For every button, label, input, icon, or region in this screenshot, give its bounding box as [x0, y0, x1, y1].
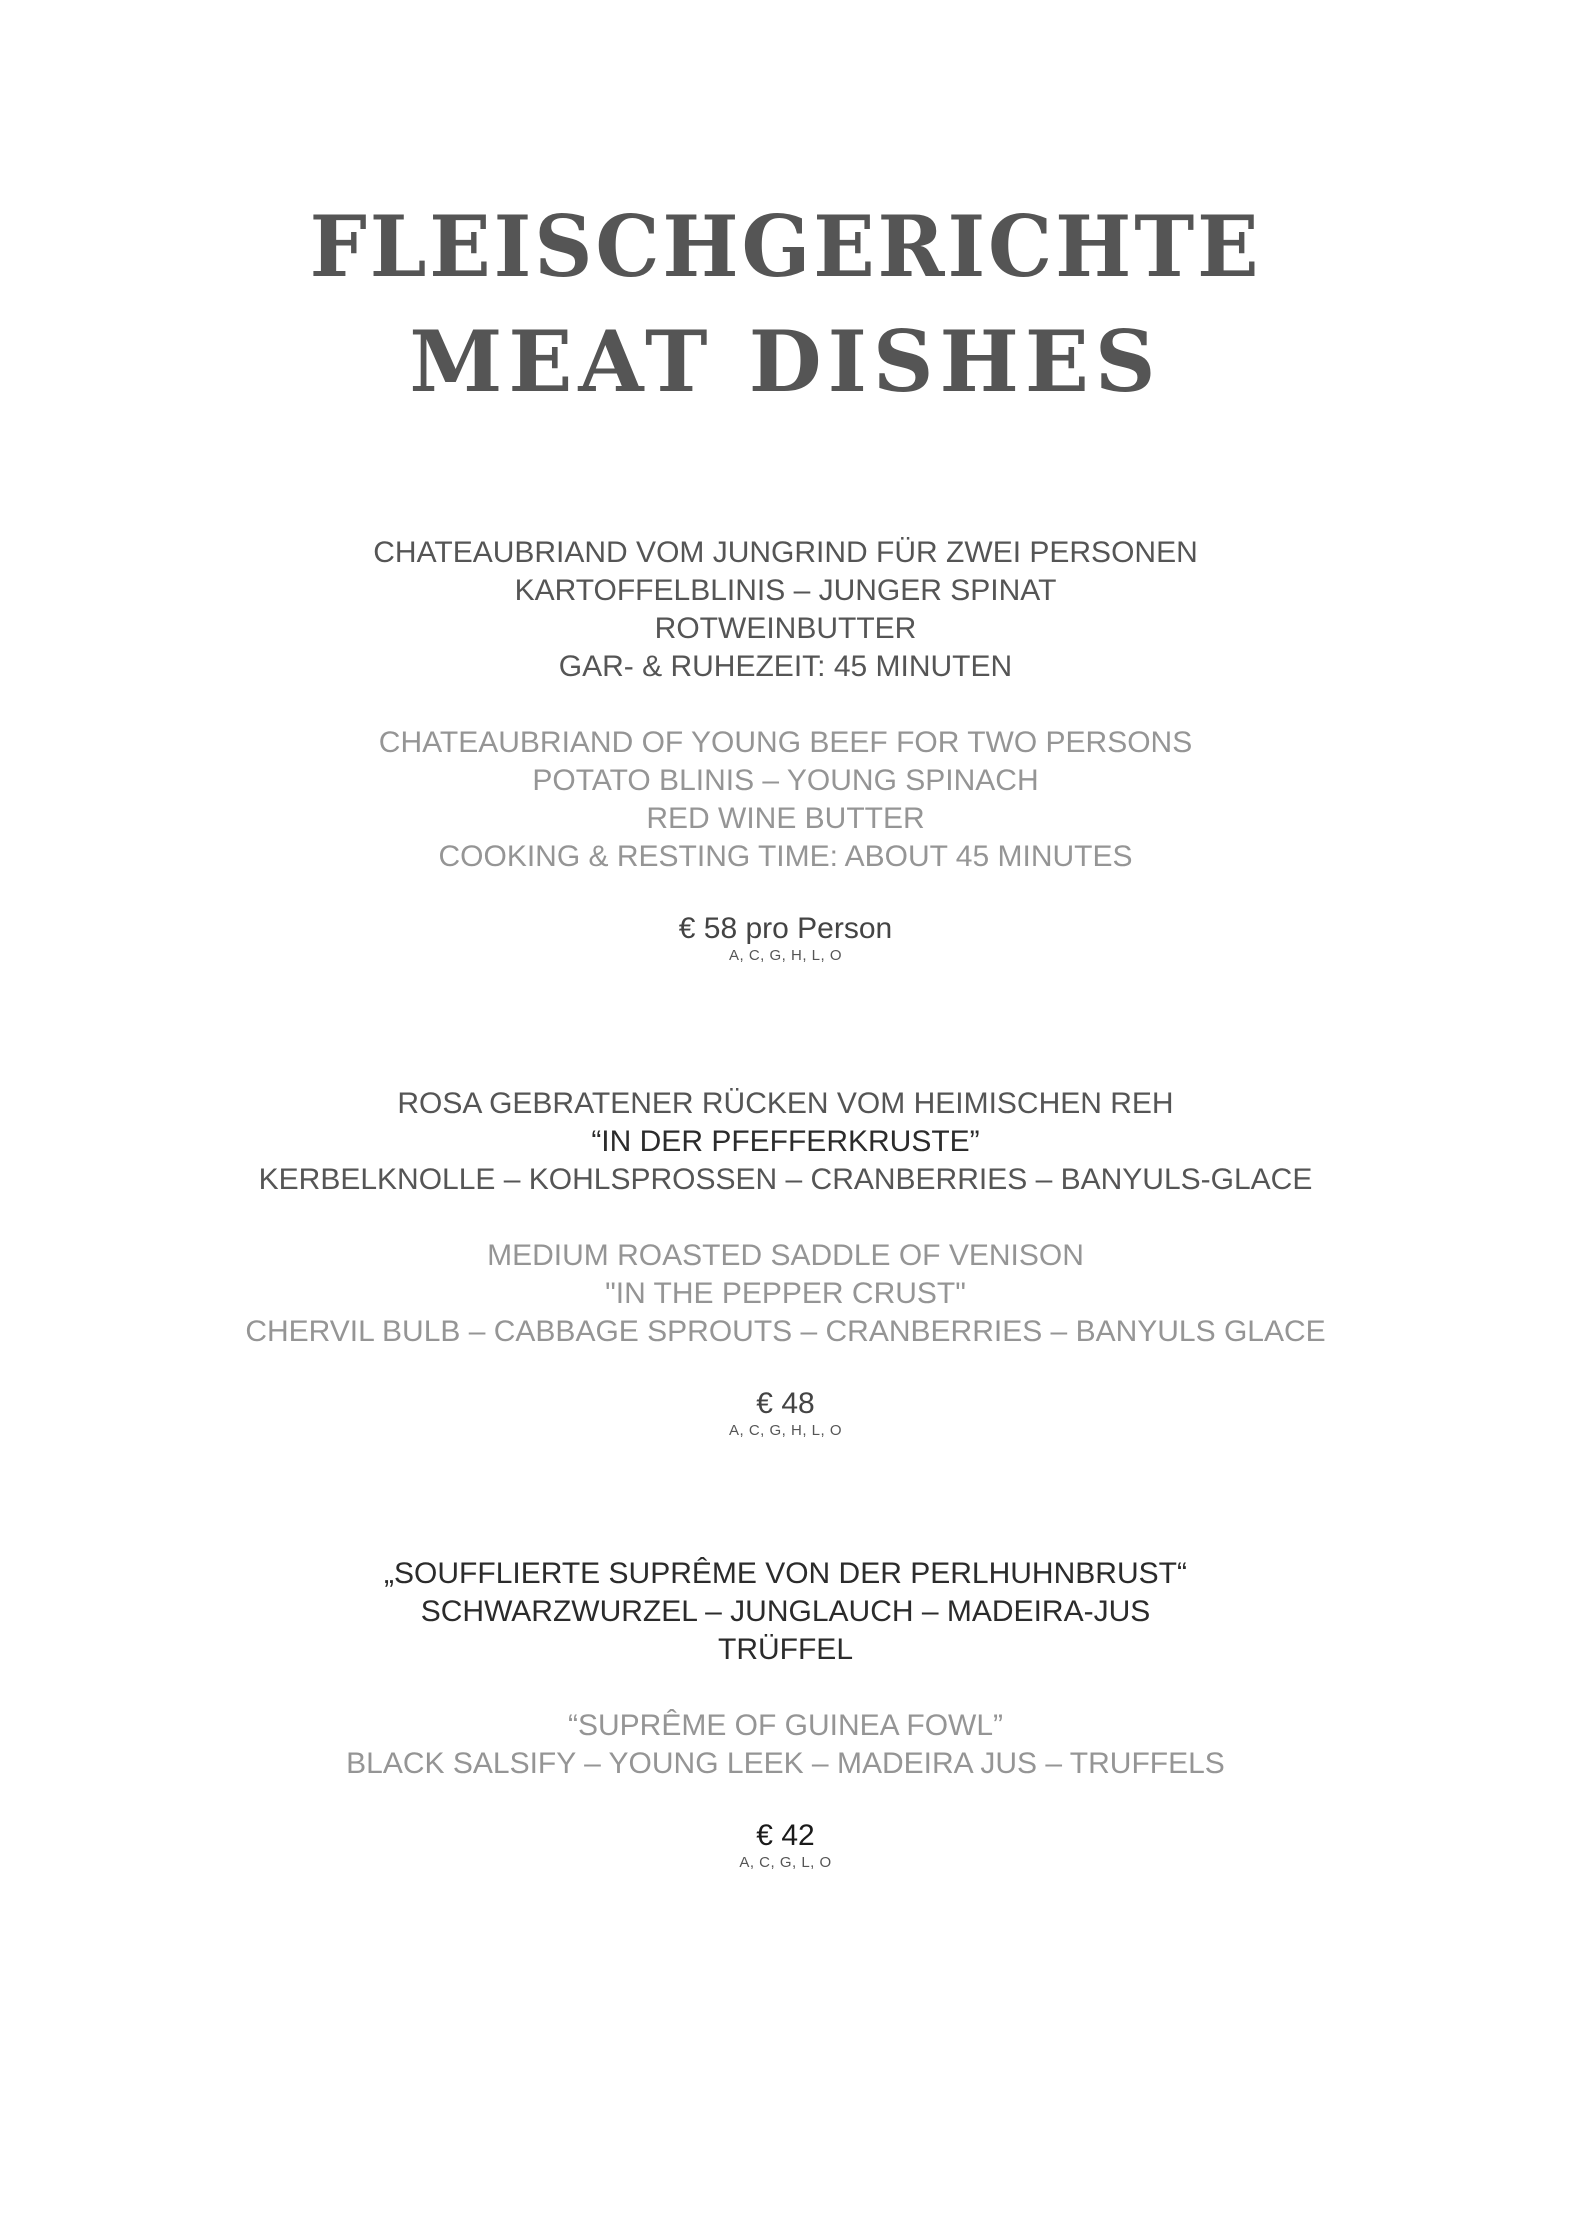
- dish-line: MEDIUM ROASTED SADDLE OF VENISON: [487, 1239, 1084, 1272]
- dish-line: ROSA GEBRATENER RÜCKEN VOM HEIMISCHEN REH: [397, 1087, 1174, 1120]
- dish-description-german: [0, 1085, 1571, 1199]
- dish-description-english: [0, 724, 1571, 876]
- dish-line: “SUPRÊME OF GUINEA FOWL”: [567, 1709, 1004, 1742]
- dish-allergens: A, C, G, H, L, O: [728, 947, 843, 964]
- dish-price: € 48: [756, 1387, 815, 1420]
- dish-line: “IN DER PFEFFERKRUSTE”: [591, 1125, 980, 1158]
- dish-line: RED WINE BUTTER: [646, 802, 925, 835]
- dish-line: CHATEAUBRIAND OF YOUNG BEEF FOR TWO PERSONS: [378, 726, 1193, 759]
- dish-description-german: [0, 534, 1571, 686]
- page-title-german: FLEISCHGERICHTE: [309, 197, 1262, 296]
- dish-line: BLACK SALSIFY – YOUNG LEEK – MADEIRA JUS – TRUFFELS: [346, 1747, 1225, 1780]
- dish-line: "IN THE PEPPER CRUST": [605, 1277, 966, 1310]
- dish-line: COOKING & RESTING TIME: ABOUT 45 MINUTES: [438, 840, 1133, 873]
- dish-line: „SOUFFLIERTE SUPRÊME VON DER PERLHUHNBRUST“: [384, 1557, 1187, 1590]
- dish-allergens: A, C, G, H, L, O: [728, 1422, 843, 1439]
- dish-line: TRÜFFEL: [718, 1633, 853, 1666]
- dish-description-german: [0, 1555, 1571, 1669]
- dish-line: KARTOFFELBLINIS – JUNGER SPINAT: [514, 574, 1057, 607]
- dish-line: GAR- & RUHEZEIT: 45 MINUTEN: [558, 650, 1013, 683]
- page-title-english: MEAT DISHES: [409, 312, 1162, 411]
- dish-description-english: [0, 1237, 1571, 1351]
- dish-venison: [0, 1085, 1571, 1441]
- dish-allergens: A, C, G, L, O: [739, 1854, 832, 1871]
- dish-guinea-fowl: [0, 1555, 1571, 1873]
- dish-line: KERBELKNOLLE – KOHLSPROSSEN – CRANBERRIES – BANYULS-GLACE: [258, 1163, 1313, 1196]
- dish-price: € 58 pro Person: [678, 912, 893, 945]
- dish-line: CHATEAUBRIAND VOM JUNGRIND FÜR ZWEI PERSONEN: [373, 536, 1198, 569]
- dish-line: ROTWEINBUTTER: [654, 612, 917, 645]
- dish-price: € 42: [756, 1819, 815, 1852]
- dish-line: SCHWARZWURZEL – JUNGLAUCH – MADEIRA-JUS: [420, 1595, 1151, 1628]
- dish-chateaubriand: [0, 534, 1571, 966]
- dish-line: CHERVIL BULB – CABBAGE SPROUTS – CRANBERRIES – BANYULS GLACE: [245, 1315, 1326, 1348]
- dish-line: POTATO BLINIS – YOUNG SPINACH: [532, 764, 1039, 797]
- dish-description-english: [0, 1707, 1571, 1783]
